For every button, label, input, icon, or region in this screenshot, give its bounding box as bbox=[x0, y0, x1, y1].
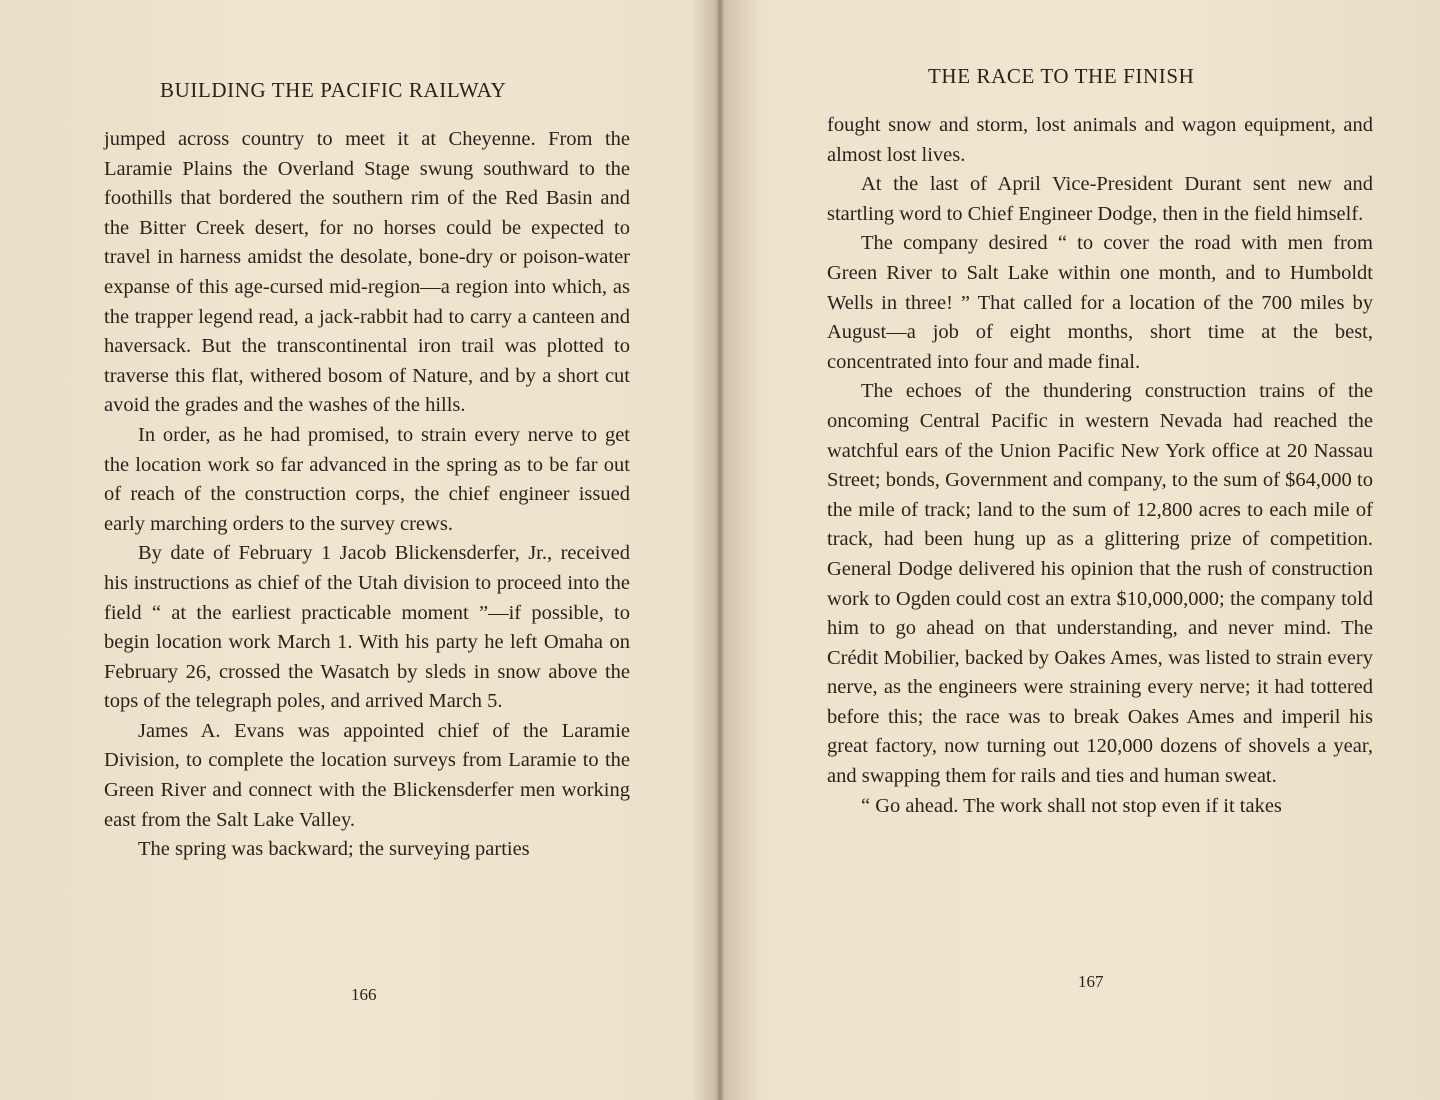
left-page bbox=[0, 0, 718, 1100]
paragraph: fought snow and storm, lost animals and wagon equipment, and almost lost lives. bbox=[827, 114, 1373, 166]
left-page-body bbox=[104, 125, 630, 865]
paragraph: The echoes of the thundering construction trains of the oncoming Central Pacific in western Nevada had reached the watchful ears of the Union Pacific New York office at 20 Nassau Street; bonds, Government and company, to the sum of $64,000 to the mile of track; land to the sum of 12,800 acres to each mile of track, had been hung up as a glittering prize of competition. General Dodge delivered his opinion that the rush of construction work to Ogden could cost an extra $10,000,000; the company told him to go ahead on that understanding, and never mind. The Crédit Mobilier, backed by Oakes Ames, was listed to strain every nerve, as the engineers were straining every nerve; it had tottered before this; the race was to break Oakes Ames and imperil his great factory, now turning out 120,000 dozens of shovels a year, and swapping them for rails and ties and human sweat. bbox=[827, 380, 1373, 788]
left-running-head: BUILDING THE PACIFIC RAILWAY bbox=[160, 78, 507, 102]
left-page-number: 166 bbox=[351, 985, 377, 1004]
right-page-number: 167 bbox=[1078, 972, 1104, 991]
paragraph: The spring was backward; the surveying parties bbox=[138, 838, 530, 861]
paragraph: The company desired “ to cover the road with men from Green River to Salt Lake within one month, and to Humboldt Wells in three! ” That called for a location of the 700 miles by August—a job of eight months, short time at the best, concentrated into four and made final. bbox=[827, 232, 1373, 373]
right-running-head: THE RACE TO THE FINISH bbox=[928, 64, 1195, 88]
paragraph: In order, as he had promised, to strain every nerve to get the location work so far advanced in the spring as to be far out of reach of the construction corps, the chief engineer issued early marching orders to the survey crews. bbox=[104, 423, 630, 535]
right-page bbox=[722, 0, 1440, 1100]
paragraph: James A. Evans was appointed chief of the Laramie Division, to complete the location surveys from Laramie to the Green River and connect with the Blickensderfer men working east from the Salt Lake Valley. bbox=[104, 719, 630, 831]
paragraph: jumped across country to meet it at Cheyenne. From the Laramie Plains the Overland Stage swung southward to the foothills that bordered the southern rim of the Red Basin and the Bitter Creek desert, for no horses could be expected to travel in harness amidst the desolate, bone-dry or poison-water expanse of this age-cursed mid-region—a region into which, as the trapper legend read, a jack-rabbit had to carry a canteen and haversack. But the transcontinental iron trail was plotted to traverse this flat, withered bosom of Nature, and by a short cut avoid the grades and the washes of the hills. bbox=[104, 128, 630, 417]
right-page-body bbox=[827, 111, 1373, 821]
paragraph: By date of February 1 Jacob Blickensderfer, Jr., received his instructions as chief of the Utah division to proceed into the field “ at the earliest practicable moment ”—if possible, to begin location work March 1. With his party he left Omaha on February 26, crossed the Wasatch by sleds in snow above the tops of the telegraph poles, and arrived March 5. bbox=[104, 542, 630, 713]
paragraph: “ Go ahead. The work shall not stop even if it takes bbox=[861, 794, 1282, 817]
paragraph: At the last of April Vice-President Durant sent new and startling word to Chief Engineer Dodge, then in the field himself. bbox=[827, 173, 1373, 225]
